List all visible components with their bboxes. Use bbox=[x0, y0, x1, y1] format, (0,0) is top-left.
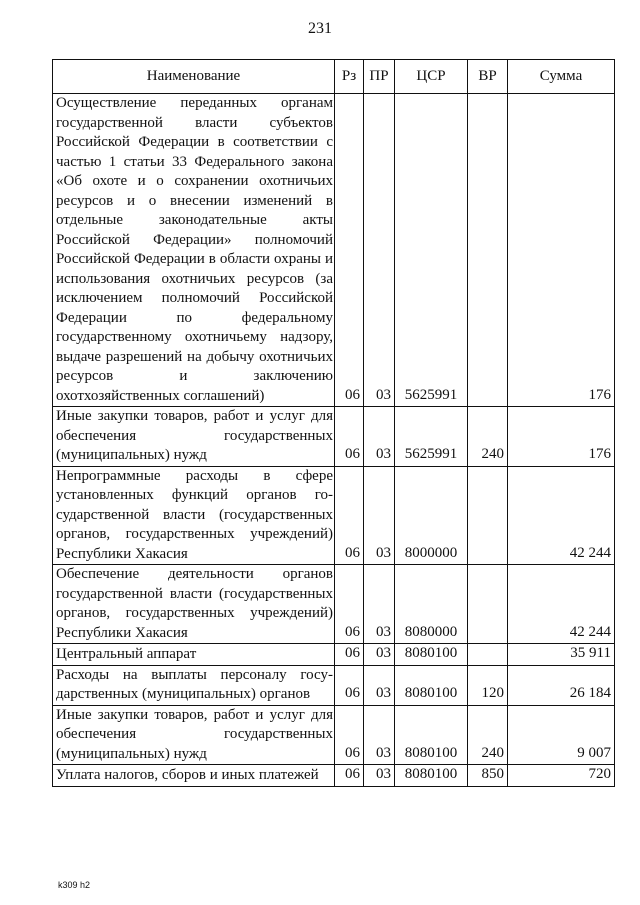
row-pr: 03 bbox=[364, 644, 395, 666]
table-row bbox=[53, 407, 615, 467]
table-row bbox=[53, 765, 615, 787]
row-csr: 8080100 bbox=[395, 665, 468, 705]
row-vr bbox=[468, 644, 508, 666]
row-sum: 42 244 bbox=[508, 466, 615, 565]
row-csr: 8080100 bbox=[395, 705, 468, 765]
row-rz: 06 bbox=[335, 644, 364, 666]
row-vr: 850 bbox=[468, 765, 508, 787]
row-vr: 240 bbox=[468, 407, 508, 467]
row-sum: 26 184 bbox=[508, 665, 615, 705]
row-pr: 03 bbox=[364, 407, 395, 467]
table-row bbox=[53, 94, 615, 407]
footer-code: k309 h2 bbox=[58, 880, 91, 890]
row-vr: 240 bbox=[468, 705, 508, 765]
table-row bbox=[53, 565, 615, 644]
row-name: Иные закупки товаров, работ и услуг для обеспечения государственных (муниципальных) нужд bbox=[53, 705, 335, 765]
header-name: Наименование bbox=[53, 60, 335, 94]
row-vr bbox=[468, 94, 508, 407]
row-vr bbox=[468, 466, 508, 565]
row-name: Иные закупки товаров, работ и услуг для обеспечения государственных (муниципальных) нужд bbox=[53, 407, 335, 467]
table-row bbox=[53, 466, 615, 565]
row-csr: 8080100 bbox=[395, 765, 468, 787]
row-sum: 176 bbox=[508, 94, 615, 407]
row-csr: 8080100 bbox=[395, 644, 468, 666]
row-name: Расходы на выплаты персоналу государственных (муниципальных) органов bbox=[53, 665, 335, 705]
row-rz: 06 bbox=[335, 466, 364, 565]
row-sum: 42 244 bbox=[508, 565, 615, 644]
row-csr: 5625991 bbox=[395, 94, 468, 407]
row-pr: 03 bbox=[364, 466, 395, 565]
header-sum: Сумма bbox=[508, 60, 615, 94]
row-pr: 03 bbox=[364, 705, 395, 765]
header-vr: ВР bbox=[468, 60, 508, 94]
row-rz: 06 bbox=[335, 665, 364, 705]
row-name: Осуществление переданных органам государственной власти субъектов Российской Федерации в соответствии с частью 1 статьи 33 Федерального закона «Об охоте и о сохранении охотничьих ресурсов и о внесении изменений в отдельные законодательные акты Российской Федерации» полномочий Российской Федерации в области охраны и использования охотничьих ресурсов (за исключением полномочий Российской Федерации по федеральному государственному охотничьему надзору, выдаче разрешений на добычу охотничьих ресурсов и заключению охотхозяйственных соглашений) bbox=[53, 94, 335, 407]
row-vr bbox=[468, 565, 508, 644]
row-pr: 03 bbox=[364, 765, 395, 787]
row-rz: 06 bbox=[335, 407, 364, 467]
row-csr: 8000000 bbox=[395, 466, 468, 565]
row-csr: 5625991 bbox=[395, 407, 468, 467]
row-name: Непрограммные расходы в сфере установленных функций органов государственной власти (государственных органов, государственных учреждений) Республики Хакасия bbox=[53, 466, 335, 565]
header-pr: ПР bbox=[364, 60, 395, 94]
row-sum: 9 007 bbox=[508, 705, 615, 765]
row-csr: 8080000 bbox=[395, 565, 468, 644]
row-pr: 03 bbox=[364, 565, 395, 644]
row-vr: 120 bbox=[468, 665, 508, 705]
row-rz: 06 bbox=[335, 565, 364, 644]
row-pr: 03 bbox=[364, 94, 395, 407]
row-rz: 06 bbox=[335, 705, 364, 765]
row-rz: 06 bbox=[335, 765, 364, 787]
row-sum: 720 bbox=[508, 765, 615, 787]
header-rz: Рз bbox=[335, 60, 364, 94]
row-sum: 35 911 bbox=[508, 644, 615, 666]
table-row bbox=[53, 644, 615, 666]
header-csr: ЦСР bbox=[395, 60, 468, 94]
table-row bbox=[53, 705, 615, 765]
row-name: Уплата налогов, сборов и иных платежей bbox=[53, 765, 335, 787]
budget-table bbox=[52, 59, 615, 787]
table-row bbox=[53, 665, 615, 705]
header-row bbox=[53, 60, 615, 94]
row-name: Центральный аппарат bbox=[53, 644, 335, 666]
row-pr: 03 bbox=[364, 665, 395, 705]
page-number: 231 bbox=[308, 20, 332, 37]
row-name: Обеспечение деятельности органов государственной власти (государственных органов, государственных учреждений) Республики Хакасия bbox=[53, 565, 335, 644]
row-rz: 06 bbox=[335, 94, 364, 407]
row-sum: 176 bbox=[508, 407, 615, 467]
